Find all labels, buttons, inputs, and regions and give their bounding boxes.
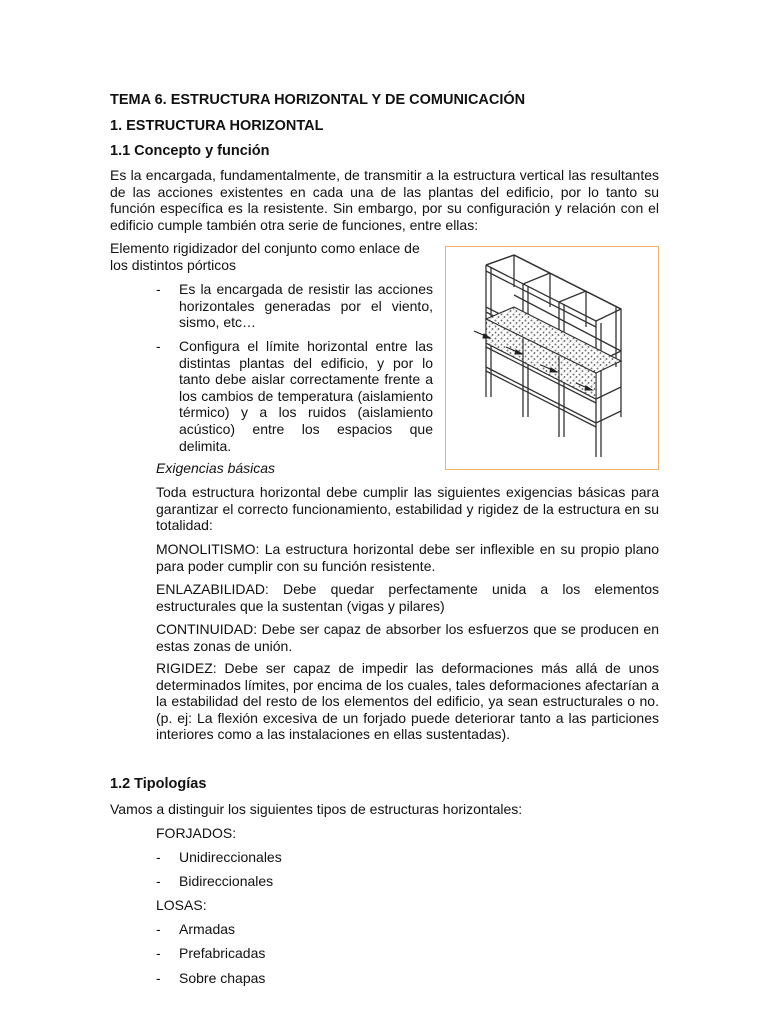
document-title: TEMA 6. ESTRUCTURA HORIZONTAL Y DE COMUNICACIÓN [110, 92, 526, 108]
section-heading-1-1: 1.1 Concepto y función [110, 143, 270, 159]
list-item-prefabricadas: Prefabricadas [179, 945, 266, 961]
monolitismo-paragraph: MONOLITISMO: La estructura horizontal debe ser inflexible en su propio plano para poder cumplir con su función resistente. [156, 541, 659, 574]
bullet-dash: - [156, 338, 161, 354]
tipologias-intro: Vamos a distinguir los siguientes tipos de estructuras horizontales: [110, 801, 523, 817]
forjados-label: FORJADOS: [156, 825, 237, 841]
bullet-item: Es la encargada de resistir las acciones horizontales generadas por el viento, sismo, etc… [179, 281, 433, 331]
intro-paragraph: Es la encargada, fundamentalmente, de transmitir a la estructura vertical las resultantes de las acciones existentes en cada una de las plantas del edificio, por lo tanto su función específica es la resistente. Sin embargo, por su configuración y relación con el edificio cumple también otra serie de funciones, entre ellas: [110, 167, 659, 233]
continuidad-paragraph: CONTINUIDAD: Debe ser capaz de absorber los esfuerzos que se producen en estas zonas de unión. [156, 621, 659, 654]
list-dash: - [156, 945, 161, 961]
section-heading-1: 1. ESTRUCTURA HORIZONTAL [110, 118, 324, 134]
exigencias-heading: Exigencias básicas [156, 460, 276, 476]
list-item-unidireccionales: Unidireccionales [179, 849, 282, 865]
rigidez-paragraph: RIGIDEZ: Debe ser capaz de impedir las deformaciones más allá de unos determinados límites, por encima de los cuales, tales deformaciones afectarían a la estabilidad del resto de los elementos del edificio, ya sean estructurales o no. (p. ej: La flexión excesiva de un forjado puede deteriorar tanto a las particiones interiores como a las instalaciones en ellas sustentadas). [156, 660, 659, 743]
structure-frame-drawing [446, 247, 658, 469]
element-rigidizador-text: Elemento rigidizador del conjunto como enlace de los distintos pórticos [110, 240, 420, 273]
bullet-item: Configura el límite horizontal entre las distintas plantas del edificio, y por lo tanto debe aislar correctamente frente a los cambios de temperatura (aislamiento térmico) y a los ruidos (aislamiento acústico) entre los espacios que delimita. [179, 338, 433, 454]
losas-label: LOSAS: [156, 897, 207, 913]
list-dash: - [156, 873, 161, 889]
list-dash: - [156, 970, 161, 986]
list-item-bidireccionales: Bidireccionales [179, 873, 274, 889]
list-dash: - [156, 849, 161, 865]
structure-frame-illustration [445, 246, 659, 470]
exigencias-intro: Toda estructura horizontal debe cumplir las siguientes exigencias básicas para garantizar el correcto funcionamiento, estabilidad y rigidez de la estructura en su totalidad: [156, 484, 659, 534]
list-item-sobre-chapas: Sobre chapas [179, 970, 266, 986]
list-item-armadas: Armadas [179, 921, 236, 937]
list-dash: - [156, 921, 161, 937]
enlazabilidad-paragraph: ENLAZABILIDAD: Debe quedar perfectamente unida a los elementos estructurales que la sustentan (vigas y pilares) [156, 581, 659, 614]
section-heading-1-2: 1.2 Tipologías [110, 776, 207, 792]
bullet-dash: - [156, 281, 161, 297]
